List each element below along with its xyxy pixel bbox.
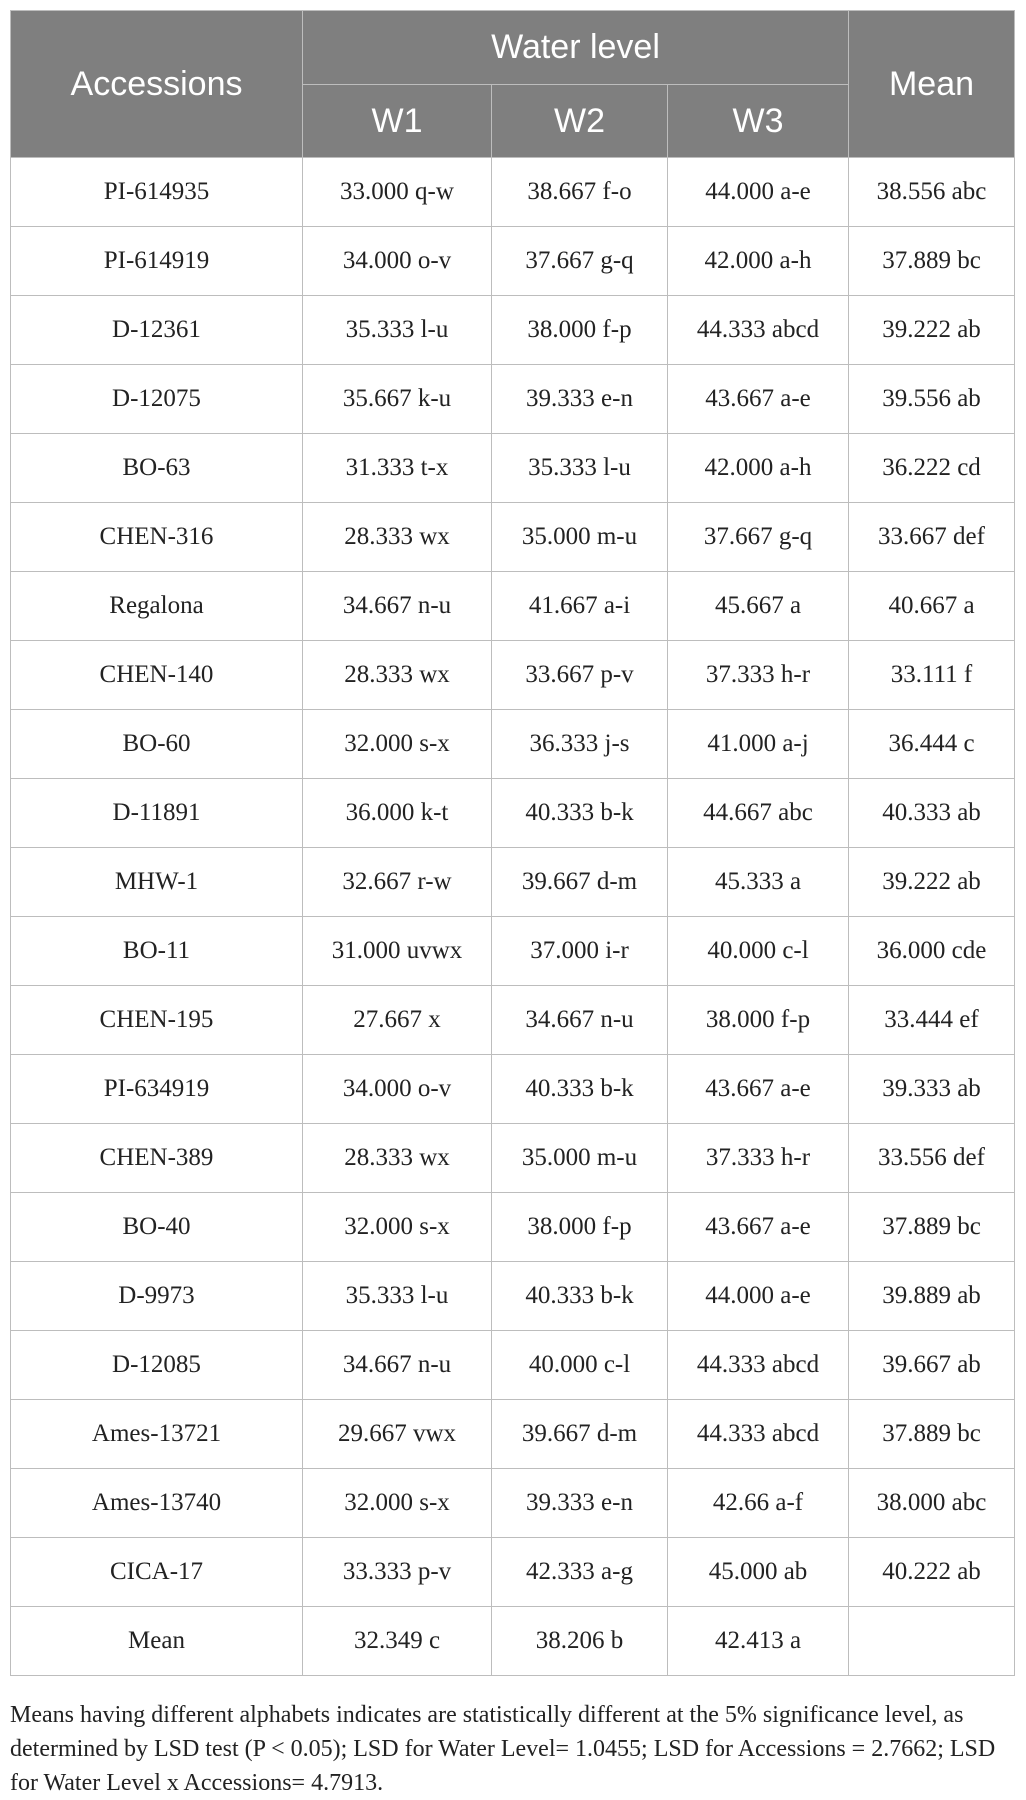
w1-cell: 27.667 x xyxy=(303,986,492,1055)
w1-cell: 32.000 s-x xyxy=(303,710,492,779)
mean-cell: 39.889 ab xyxy=(849,1262,1015,1331)
table-row xyxy=(11,917,1015,986)
mean-cell: 33.556 def xyxy=(849,1124,1015,1193)
w1-cell: 35.667 k-u xyxy=(303,365,492,434)
w1-cell: 31.000 uvwx xyxy=(303,917,492,986)
w3-cell: 44.667 abc xyxy=(668,779,849,848)
table-body xyxy=(11,158,1015,1676)
w3-cell: 40.000 c-l xyxy=(668,917,849,986)
table-footnote: Means having different alphabets indicates are statistically different at the 5% significance level, as determined by LSD test (P < 0.05); LSD for Water Level= 1.0455; LSD for Accessions = 2.7662; LSD for Water Level x Accessions= 4.7913. xyxy=(10,1702,996,1796)
header-w1: W1 xyxy=(303,85,492,158)
table-row xyxy=(11,227,1015,296)
mean-cell: 33.667 def xyxy=(849,503,1015,572)
w1-cell: 34.000 o-v xyxy=(303,227,492,296)
mean-cell: 37.889 bc xyxy=(849,1193,1015,1262)
mean-cell: 37.889 bc xyxy=(849,227,1015,296)
mean-cell: 40.667 a xyxy=(849,572,1015,641)
w3-cell: 43.667 a-e xyxy=(668,1193,849,1262)
accession-cell: D-9973 xyxy=(11,1262,303,1331)
mean-cell: 39.556 ab xyxy=(849,365,1015,434)
w3-cell: 44.333 abcd xyxy=(668,296,849,365)
table-row xyxy=(11,296,1015,365)
mean-cell xyxy=(849,1607,1015,1676)
header-water-level: Water level xyxy=(303,11,849,85)
table-row xyxy=(11,434,1015,503)
table-row xyxy=(11,365,1015,434)
w1-cell: 28.333 wx xyxy=(303,503,492,572)
table-row xyxy=(11,1538,1015,1607)
accession-cell: PI-634919 xyxy=(11,1055,303,1124)
w1-cell: 32.000 s-x xyxy=(303,1469,492,1538)
header-mean: Mean xyxy=(849,11,1015,158)
w2-cell: 35.333 l-u xyxy=(492,434,668,503)
w2-cell: 40.333 b-k xyxy=(492,1262,668,1331)
w2-cell: 39.667 d-m xyxy=(492,848,668,917)
results-table-container xyxy=(10,10,1014,1676)
w2-cell: 34.667 n-u xyxy=(492,986,668,1055)
w3-cell: 44.333 abcd xyxy=(668,1331,849,1400)
accession-cell: BO-60 xyxy=(11,710,303,779)
w1-cell: 36.000 k-t xyxy=(303,779,492,848)
w3-cell: 37.333 h-r xyxy=(668,641,849,710)
w1-cell: 32.667 r-w xyxy=(303,848,492,917)
w2-cell: 36.333 j-s xyxy=(492,710,668,779)
w2-cell: 40.333 b-k xyxy=(492,1055,668,1124)
w3-cell: 42.000 a-h xyxy=(668,227,849,296)
accession-cell: Mean xyxy=(11,1607,303,1676)
accession-cell: BO-11 xyxy=(11,917,303,986)
w1-cell: 28.333 wx xyxy=(303,641,492,710)
header-w3: W3 xyxy=(668,85,849,158)
table-row xyxy=(11,779,1015,848)
w2-cell: 39.333 e-n xyxy=(492,365,668,434)
w3-cell: 37.667 g-q xyxy=(668,503,849,572)
w2-cell: 35.000 m-u xyxy=(492,1124,668,1193)
w2-cell: 37.667 g-q xyxy=(492,227,668,296)
w3-cell: 44.000 a-e xyxy=(668,1262,849,1331)
table-row xyxy=(11,641,1015,710)
mean-cell: 39.222 ab xyxy=(849,296,1015,365)
w1-cell: 35.333 l-u xyxy=(303,296,492,365)
w3-cell: 43.667 a-e xyxy=(668,1055,849,1124)
w2-cell: 38.000 f-p xyxy=(492,1193,668,1262)
w3-cell: 41.000 a-j xyxy=(668,710,849,779)
table-row xyxy=(11,1055,1015,1124)
w1-cell: 29.667 vwx xyxy=(303,1400,492,1469)
accession-cell: BO-40 xyxy=(11,1193,303,1262)
w3-cell: 45.667 a xyxy=(668,572,849,641)
accession-cell: PI-614919 xyxy=(11,227,303,296)
accession-cell: PI-614935 xyxy=(11,158,303,227)
w3-cell: 37.333 h-r xyxy=(668,1124,849,1193)
table-row xyxy=(11,1262,1015,1331)
w2-cell: 42.333 a-g xyxy=(492,1538,668,1607)
accession-cell: Ames-13721 xyxy=(11,1400,303,1469)
w1-cell: 34.667 n-u xyxy=(303,1331,492,1400)
w3-cell: 43.667 a-e xyxy=(668,365,849,434)
w3-cell: 42.66 a-f xyxy=(668,1469,849,1538)
w1-cell: 34.000 o-v xyxy=(303,1055,492,1124)
w2-cell: 40.000 c-l xyxy=(492,1331,668,1400)
accession-cell: CHEN-316 xyxy=(11,503,303,572)
mean-cell: 38.000 abc xyxy=(849,1469,1015,1538)
accession-cell: Regalona xyxy=(11,572,303,641)
accession-cell: CHEN-195 xyxy=(11,986,303,1055)
w3-cell: 38.000 f-p xyxy=(668,986,849,1055)
mean-cell: 40.222 ab xyxy=(849,1538,1015,1607)
mean-cell: 38.556 abc xyxy=(849,158,1015,227)
table-row xyxy=(11,1469,1015,1538)
mean-cell: 33.111 f xyxy=(849,641,1015,710)
accession-cell: CICA-17 xyxy=(11,1538,303,1607)
w3-cell: 45.333 a xyxy=(668,848,849,917)
w2-cell: 37.000 i-r xyxy=(492,917,668,986)
results-table xyxy=(10,10,1015,1676)
w1-cell: 34.667 n-u xyxy=(303,572,492,641)
table-row xyxy=(11,848,1015,917)
w1-cell: 32.349 c xyxy=(303,1607,492,1676)
table-row xyxy=(11,1400,1015,1469)
header-accessions: Accessions xyxy=(11,11,303,158)
w2-cell: 39.333 e-n xyxy=(492,1469,668,1538)
w1-cell: 28.333 wx xyxy=(303,1124,492,1193)
w2-cell: 35.000 m-u xyxy=(492,503,668,572)
w1-cell: 32.000 s-x xyxy=(303,1193,492,1262)
header-w2: W2 xyxy=(492,85,668,158)
w2-cell: 40.333 b-k xyxy=(492,779,668,848)
w3-cell: 45.000 ab xyxy=(668,1538,849,1607)
table-row xyxy=(11,572,1015,641)
table-row xyxy=(11,503,1015,572)
accession-cell: D-12361 xyxy=(11,296,303,365)
mean-cell: 36.444 c xyxy=(849,710,1015,779)
accession-cell: D-11891 xyxy=(11,779,303,848)
mean-cell: 36.222 cd xyxy=(849,434,1015,503)
accession-cell: Ames-13740 xyxy=(11,1469,303,1538)
table-row xyxy=(11,158,1015,227)
accession-cell: MHW-1 xyxy=(11,848,303,917)
w2-cell: 38.206 b xyxy=(492,1607,668,1676)
w2-cell: 33.667 p-v xyxy=(492,641,668,710)
mean-cell: 39.222 ab xyxy=(849,848,1015,917)
mean-cell: 36.000 cde xyxy=(849,917,1015,986)
mean-cell: 37.889 bc xyxy=(849,1400,1015,1469)
mean-cell: 33.444 ef xyxy=(849,986,1015,1055)
mean-cell: 40.333 ab xyxy=(849,779,1015,848)
w1-cell: 31.333 t-x xyxy=(303,434,492,503)
table-row xyxy=(11,1124,1015,1193)
w2-cell: 38.000 f-p xyxy=(492,296,668,365)
accession-cell: CHEN-140 xyxy=(11,641,303,710)
w2-cell: 41.667 a-i xyxy=(492,572,668,641)
w3-cell: 42.000 a-h xyxy=(668,434,849,503)
w1-cell: 35.333 l-u xyxy=(303,1262,492,1331)
w2-cell: 39.667 d-m xyxy=(492,1400,668,1469)
table-row xyxy=(11,986,1015,1055)
w2-cell: 38.667 f-o xyxy=(492,158,668,227)
w3-cell: 42.413 a xyxy=(668,1607,849,1676)
table-header xyxy=(11,11,1015,158)
accession-cell: D-12075 xyxy=(11,365,303,434)
w1-cell: 33.333 p-v xyxy=(303,1538,492,1607)
mean-cell: 39.667 ab xyxy=(849,1331,1015,1400)
table-row xyxy=(11,710,1015,779)
table-row xyxy=(11,1607,1015,1676)
table-row xyxy=(11,1193,1015,1262)
accession-cell: D-12085 xyxy=(11,1331,303,1400)
w1-cell: 33.000 q-w xyxy=(303,158,492,227)
accession-cell: CHEN-389 xyxy=(11,1124,303,1193)
w3-cell: 44.000 a-e xyxy=(668,158,849,227)
table-row xyxy=(11,1331,1015,1400)
mean-cell: 39.333 ab xyxy=(849,1055,1015,1124)
w3-cell: 44.333 abcd xyxy=(668,1400,849,1469)
accession-cell: BO-63 xyxy=(11,434,303,503)
